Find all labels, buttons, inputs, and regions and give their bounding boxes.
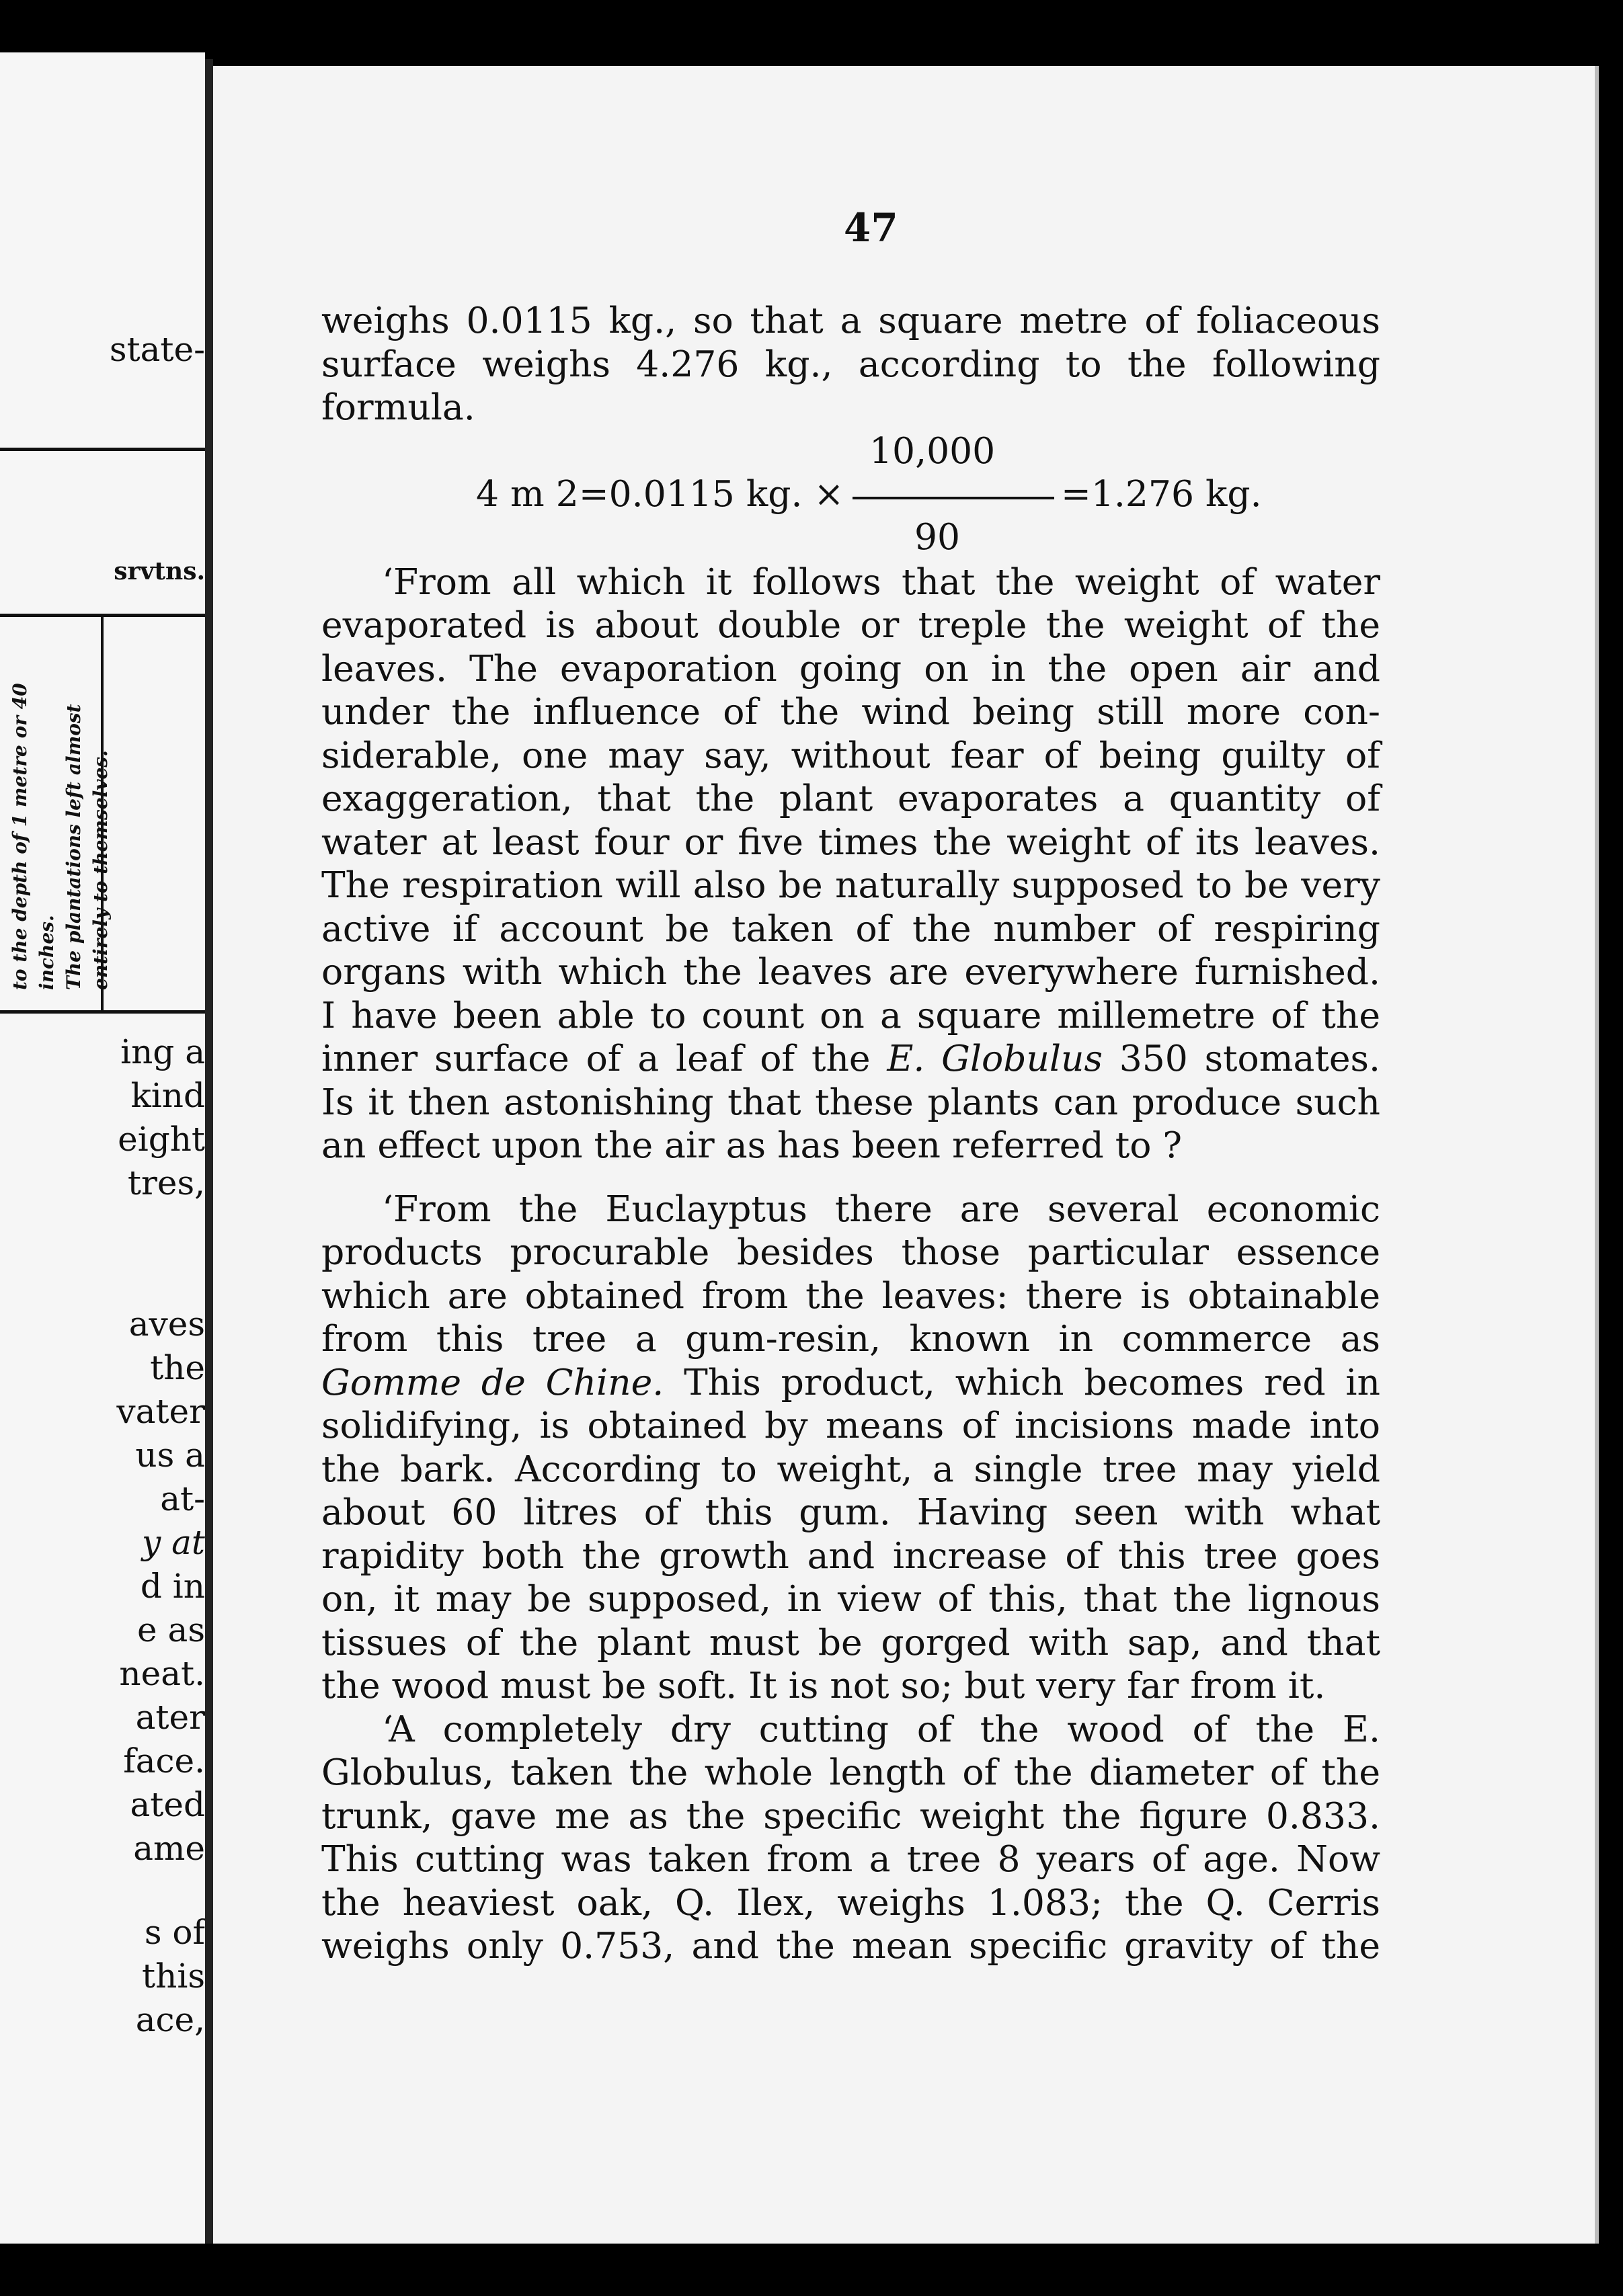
left-fragment: e as [137, 1610, 205, 1649]
left-rule [0, 448, 205, 451]
text-line: water at least four or five times the weight of its leaves. [321, 820, 1380, 863]
left-fragment: aves [128, 1305, 205, 1344]
text-line: formula. [321, 386, 475, 428]
text-line: weighs only 0.753, and the mean specific gravity of the [321, 1924, 1380, 1967]
text-line: leaves. The evaporation going on in the open air and [321, 647, 1380, 690]
left-fragment: vater [116, 1392, 205, 1431]
left-fragment: y at [141, 1523, 205, 1562]
left-fragment: face. [123, 1741, 205, 1780]
fraction-bar [853, 497, 1054, 499]
text-line: ‘A completely dry cutting of the wood of the E. [382, 1707, 1380, 1750]
left-fragment: s of [144, 1913, 205, 1952]
text-line: surface weighs 4.276 kg., according to the following [321, 342, 1380, 385]
text-line: from this tree a gum-resin, known in commerce as [321, 1317, 1380, 1360]
left-fragment: ace, [135, 2000, 205, 2039]
text-line: Is it then astonishing that these plants can produce such [321, 1080, 1380, 1123]
left-fragment: ame [133, 1829, 205, 1868]
left-fragment: this [142, 1957, 205, 1996]
formula-lhs: 4 m 2=0.0115 kg. × [476, 472, 844, 515]
text-line: Gomme de Chine. This product, which becomes red in [321, 1360, 1380, 1403]
text-line: exaggeration, that the plant evaporates a quantity of [321, 777, 1380, 819]
text-line: trunk, gave me as the specific weight the figure 0.833. [321, 1794, 1380, 1837]
paragraph [321, 561, 1380, 1167]
text-line: products procurable besides those particular essence [321, 1231, 1380, 1273]
text-line: an effect upon the air as has been referred to ? [321, 1124, 1183, 1166]
text-line: tissues of the plant must be gorged with sap, and that [321, 1621, 1380, 1664]
text-line: siderable, one may say, without fear of being guilty of [321, 733, 1380, 776]
paragraph [321, 1188, 1380, 1708]
text-line: Globulus, taken the whole length of the diameter of the [321, 1751, 1380, 1793]
facing-page-left [0, 52, 205, 2244]
text-line: inner surface of a leaf of the E. Globulus 350 stomates. [321, 1037, 1380, 1079]
book-gutter [205, 59, 213, 2244]
paragraph [321, 1708, 1380, 1968]
left-fragment: at- [160, 1479, 205, 1518]
left-fragment: srvtns. [114, 557, 205, 585]
left-fragment: eight [118, 1120, 205, 1159]
text-line: ‘From all which it follows that the weight of water [382, 560, 1380, 603]
text-line: the heaviest oak, Q. Ilex, weighs 1.083; the Q. Cerris [321, 1881, 1380, 1924]
paragraph [321, 299, 1380, 429]
text-line: under the influence of the wind being still more con- [321, 690, 1380, 733]
left-rotated-note: to the depth of 1 metre or 40 inches. The plantations left almost entirely to themselves. [9, 683, 112, 990]
left-fragment: d in [140, 1567, 205, 1606]
page-text [321, 299, 1380, 1968]
formula [321, 429, 1380, 561]
page-number: 47 [844, 205, 898, 251]
formula-numerator: 10,000 [869, 429, 996, 472]
text-line: active if account be taken of the number of respiring [321, 907, 1380, 950]
left-fragment: ated [130, 1785, 205, 1824]
left-fragment: the [150, 1348, 205, 1387]
left-fragment: state- [109, 330, 205, 369]
text-line: the wood must be soft. It is not so; but very far from it. [321, 1664, 1326, 1707]
formula-denominator: 90 [914, 515, 961, 558]
left-fragment: ater [135, 1698, 205, 1737]
text-line: the bark. According to weight, a single tree may yield [321, 1447, 1380, 1490]
text-line: about 60 litres of this gum. Having seen with what [321, 1491, 1380, 1533]
text-line: solidifying, is obtained by means of incisions made into [321, 1404, 1380, 1446]
left-fragment: neat. [119, 1654, 205, 1693]
text-line: organs with which the leaves are everywhere furnished. [321, 950, 1380, 993]
left-rule [0, 1010, 205, 1014]
text-line: ‘From the Euclayptus there are several economic [382, 1187, 1380, 1230]
text-line: I have been able to count on a square millemetre of the [321, 993, 1380, 1036]
left-fragment: kind [130, 1076, 205, 1115]
left-fragment: us a [135, 1436, 205, 1475]
left-fragment: ing a [120, 1032, 205, 1071]
text-line: rapidity both the growth and increase of this tree goes [321, 1534, 1380, 1577]
formula-rhs: =1.276 kg. [1061, 472, 1262, 515]
text-line: weighs 0.0115 kg., so that a square metre of foliaceous [321, 299, 1380, 341]
text-line: on, it may be supposed, in view of this, that the lignous [321, 1577, 1380, 1620]
text-line: The respiration will also be naturally supposed to be very [321, 864, 1380, 906]
text-line: evaporated is about double or treple the weight of the [321, 604, 1380, 646]
left-fragment: tres, [127, 1163, 205, 1202]
text-line: which are obtained from the leaves: there is obtainable [321, 1274, 1380, 1317]
text-line: This cutting was taken from a tree 8 years of age. Now [321, 1838, 1380, 1880]
